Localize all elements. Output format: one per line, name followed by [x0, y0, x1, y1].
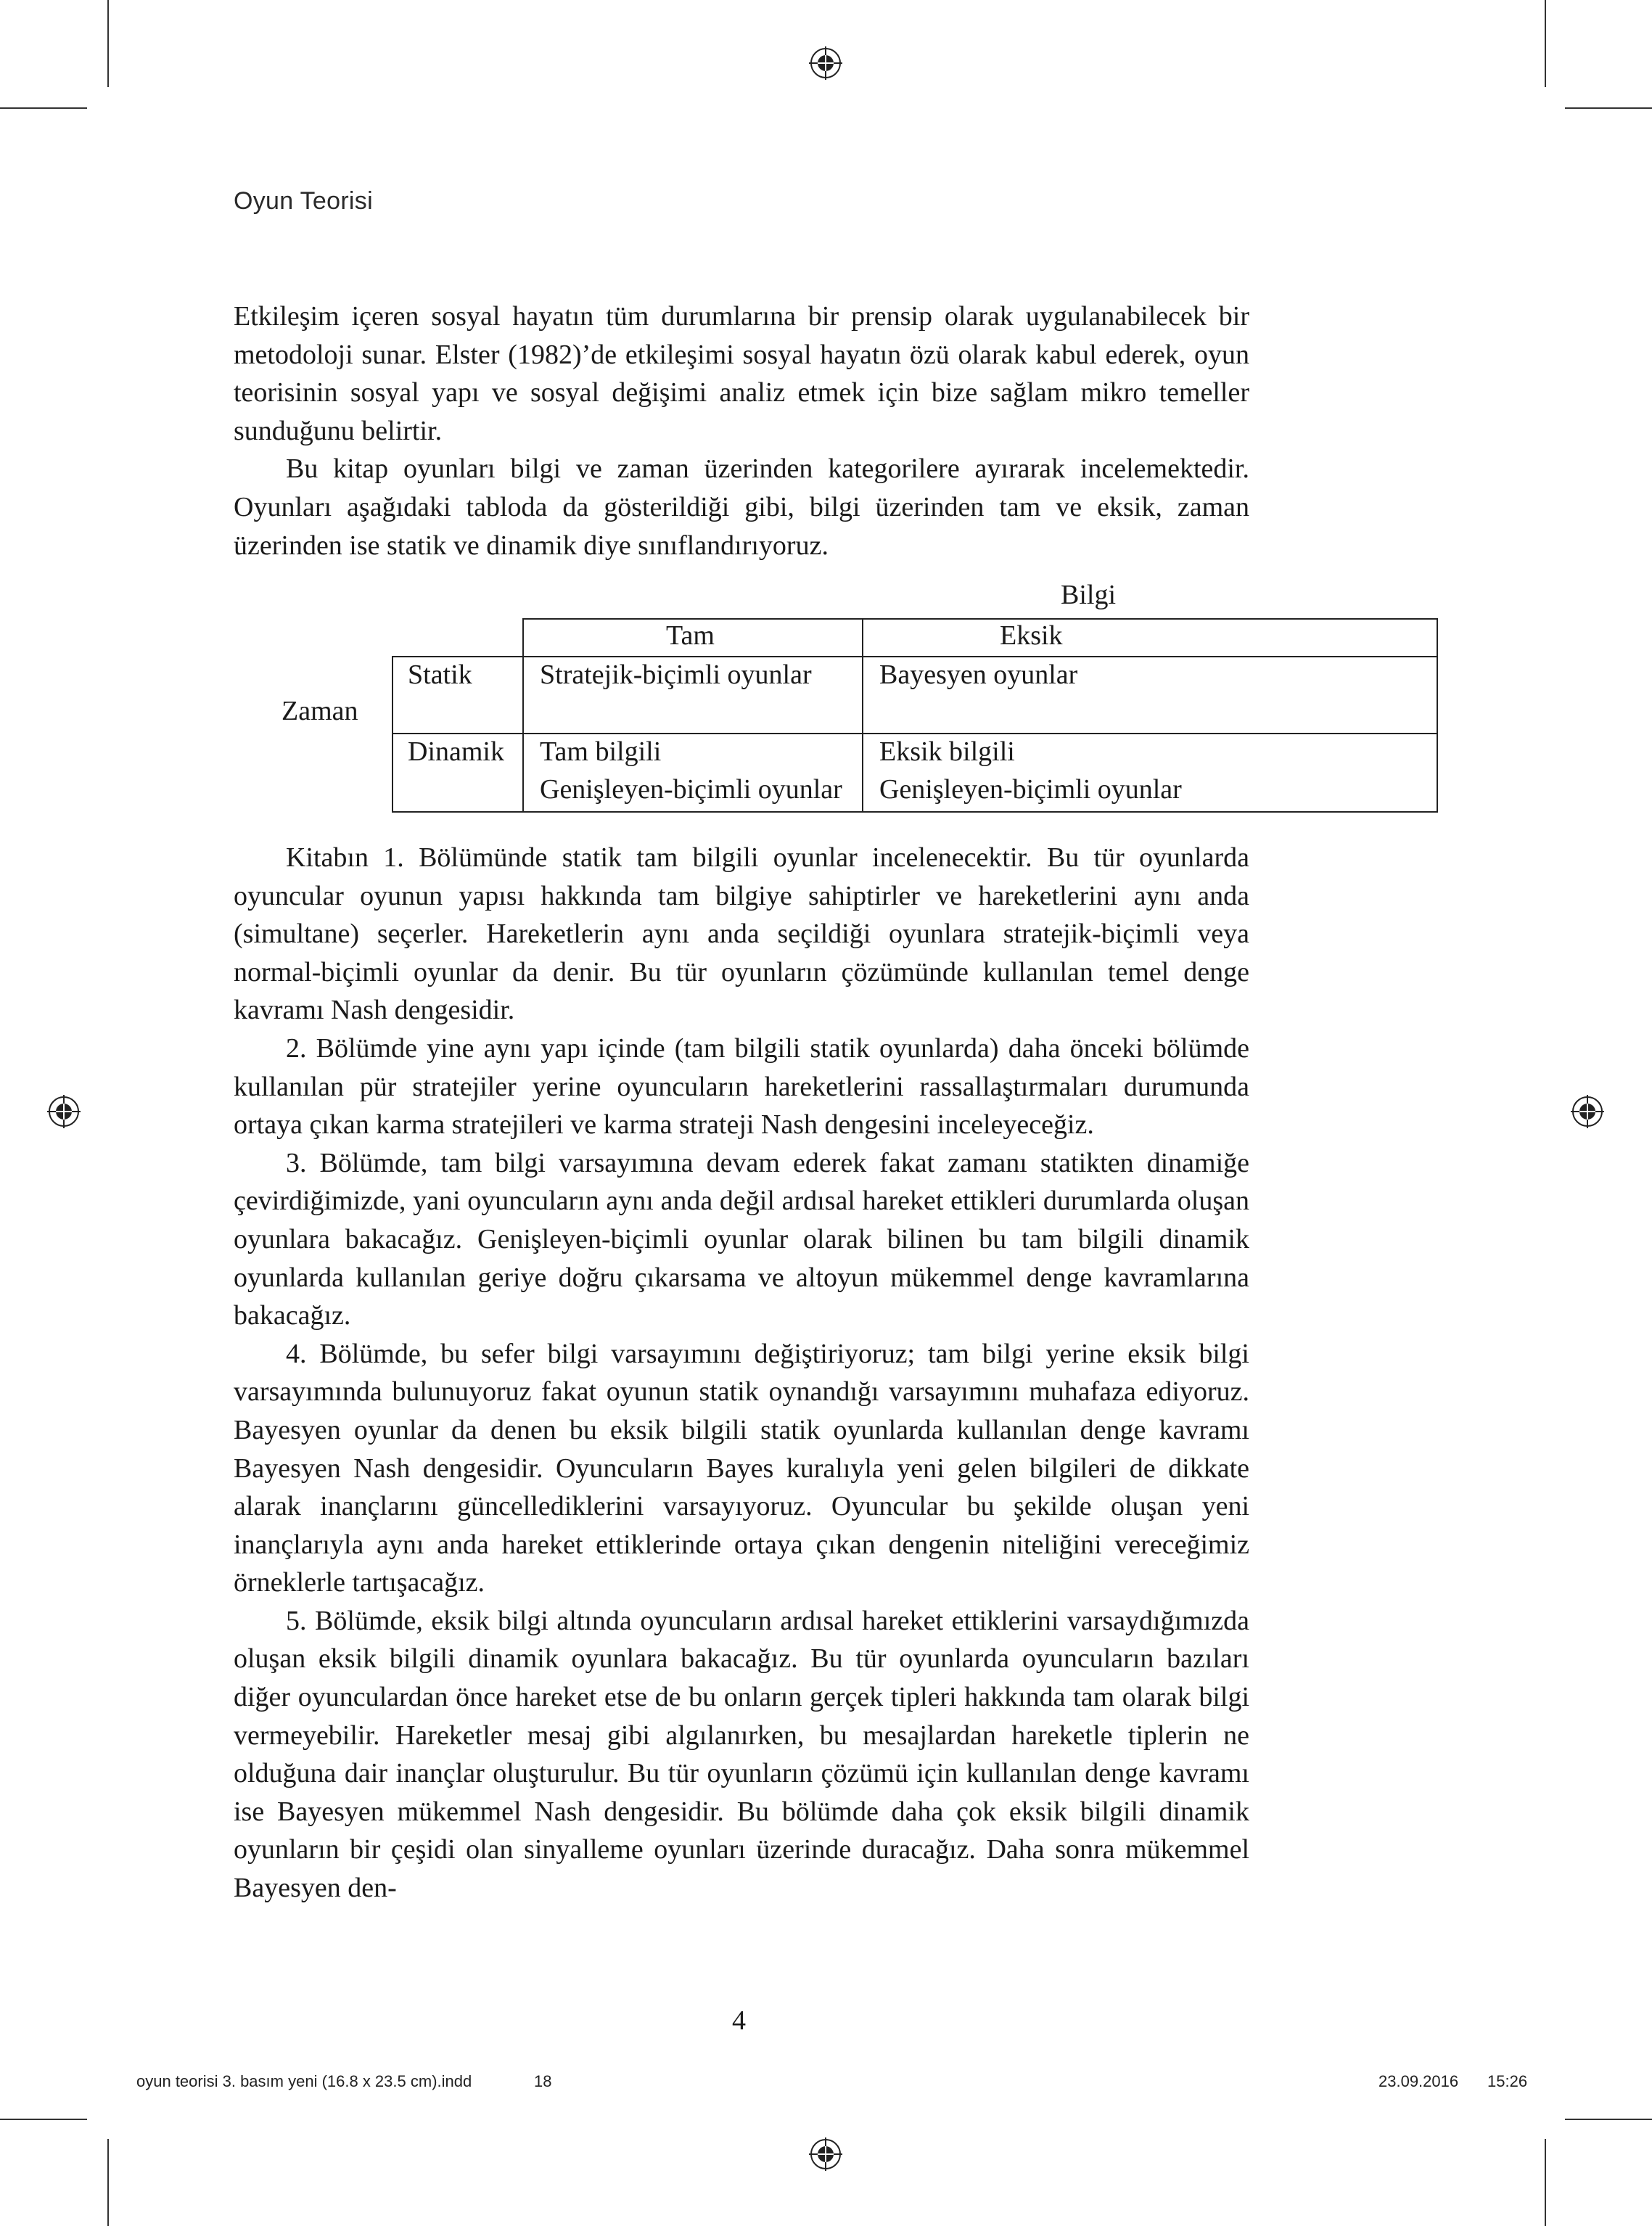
table-cell: Genişleyen-biçimli oyunlar [540, 774, 842, 805]
crop-mark [107, 2139, 109, 2226]
table-rule [392, 656, 1438, 657]
paragraph: Kitabın 1. Bölümünde statik tam bilgili oyunlar incelenecektir. Bu tür oyunlarda oyuncular oyunun yapısı hakkında tam bilgiye sahiptirler ve hareketlerini aynı anda (simultane) seçerler. Hareketlerin aynı anda seçildiği oyunlara stratejik-biçimli veya normal-biçimli oyunlar da denir. Bu tür oyunların çözümünde kullanılan temel denge kavramı Nash dengesidir. [234, 842, 1249, 1026]
classification-table [234, 579, 1249, 818]
crop-mark [0, 2119, 87, 2120]
paragraph: 2. Bölümde yine aynı yapı içinde (tam bilgili statik oyunlarda) daha önceki bölümde kullanılan pür stratejiler yerine oyuncuların hareketlerini rassallaştırmaları durumunda ortaya çıkan karma stratejileri ve karma strateji Nash dengesini inceleyeceğiz. [234, 1032, 1249, 1141]
slug-date: 23.09.2016 [1378, 2072, 1459, 2090]
paragraph: 5. Bölümde, eksik bilgi altında oyuncuların ardısal hareket ettiklerini varsaydığımızda oluşan eksik bilgili dinamik oyunlara bakacağız. Bu tür oyunlarda oyuncuların bazıları diğer oyunculardan önce hareket etse de bu onların gerçek tipleri hakkında tam olarak bilgi vermeyebilir. Hareketler mesaj gibi algılanırken, bu mesajlardan hareketle tiplerin ne olduğuna dair inançlar oluşturulur. Bu tür oyunların çözümü için kullanılan denge kavramı ise Bayesyen mükemmel Nash dengesidir. Bu bölümde daha çok eksik bilgili dinamik oyunların bir çeşidi olan sinyalleme oyunları üzerinde duracağız. Daha sonra mükemmel Bayesyen den- [234, 1605, 1249, 1904]
column-header-tam: Tam [666, 620, 715, 651]
crop-mark [1545, 2139, 1546, 2226]
row-group-label: Zaman [282, 696, 358, 726]
table-cell: Bayesyen oyunlar [879, 660, 1078, 690]
table-rule [1437, 618, 1438, 813]
paragraph: Etkileşim içeren sosyal hayatın tüm durumlarına bir prensip olarak uygulanabilecek bir metodoloji sunar. Elster (1982)’de etkileşimi sosyal hayatın özü olarak kabul ederek, oyun teorisinin sosyal yapı ve sosyal değişimi analiz etmek için bize sağlam mikro temeller sunduğunu belirtir. [234, 301, 1249, 446]
paragraph: Bu kitap oyunları bilgi ve zaman üzerinden kategorilere ayırarak incelemektedir. Oyunları aşağıdaki tabloda da gösterildiği gibi, bilgi üzerinden tam ve eksik, zaman üzerinden ise statik ve dinamik diye sınıflandırıyoruz. [234, 453, 1249, 561]
registration-mark-icon [809, 2137, 842, 2171]
paragraph: 3. Bölümde, tam bilgi varsayımına devam ederek fakat zamanı statikten dinamiğe çevirdiğimizde, yani oyuncuların aynı anda değil ardısal hareket ettikleri durumlarda oluşan oyunlara bakacağız. Genişleyen-biçimli oyunlar olarak bilinen bu tam bilgili dinamik oyunlarda kullanılan geriye doğru çıkarsama ve altoyun mükemmel denge kavramlarına bakacağız. [234, 1147, 1249, 1331]
crop-mark [107, 0, 109, 87]
paragraph: 4. Bölümde, bu sefer bilgi varsayımını değiştiriyoruz; tam bilgi yerine eksik bilgi varsayımında bulunuyoruz fakat oyunun statik oynandığı varsayımını muhafaza ediyoruz. Bayesyen oyunlar da denen bu eksik bilgili statik oyunlarda kullanılan denge kavramı Bayesyen Nash dengesidir. Oyuncuların Bayes kuralıyla yeni gelen bilgileri de dikkate alarak inançlarını güncellediklerini varsayıyoruz. Oyuncular bu şekilde oluşan yeni inançlarıyla aynı anda hareket ettiklerinde ortaya çıkan dengenin niteliğini vereceğimiz örneklerle tartışacağız. [234, 1338, 1249, 1598]
row-label-statik: Statik [408, 660, 472, 690]
crop-mark [1565, 107, 1652, 109]
table-cell: Eksik bilgili [879, 736, 1015, 767]
page-number: 4 [732, 2005, 746, 2036]
table-rule [522, 618, 524, 813]
crop-mark [0, 107, 87, 109]
table-rule [862, 618, 863, 813]
row-label-dinamik: Dinamik [408, 736, 504, 767]
table-cell: Tam bilgili [540, 736, 662, 767]
crop-mark [1565, 2119, 1652, 2120]
column-group-label: Bilgi [1061, 580, 1117, 610]
slug-page-ref: 18 [534, 2072, 552, 2090]
table-rule [392, 656, 393, 813]
table-cell: Stratejik-biçimli oyunlar [540, 660, 812, 690]
column-header-eksik: Eksik [1000, 620, 1063, 651]
running-header: Oyun Teorisi [234, 187, 373, 215]
body-text-top [234, 297, 1249, 564]
slug-time: 15:26 [1487, 2072, 1528, 2090]
table-rule [392, 811, 1438, 813]
table-cell: Genişleyen-biçimli oyunlar [879, 774, 1182, 805]
crop-mark [1545, 0, 1546, 87]
slug-file-name: oyun teorisi 3. basım yeni (16.8 x 23.5 cm).indd [136, 2072, 472, 2090]
registration-mark-icon [1571, 1095, 1604, 1128]
table-rule [392, 733, 1438, 734]
body-text-bottom [234, 839, 1249, 1907]
registration-mark-icon [809, 46, 842, 80]
table-rule [522, 618, 1438, 620]
registration-mark-icon [47, 1095, 81, 1128]
